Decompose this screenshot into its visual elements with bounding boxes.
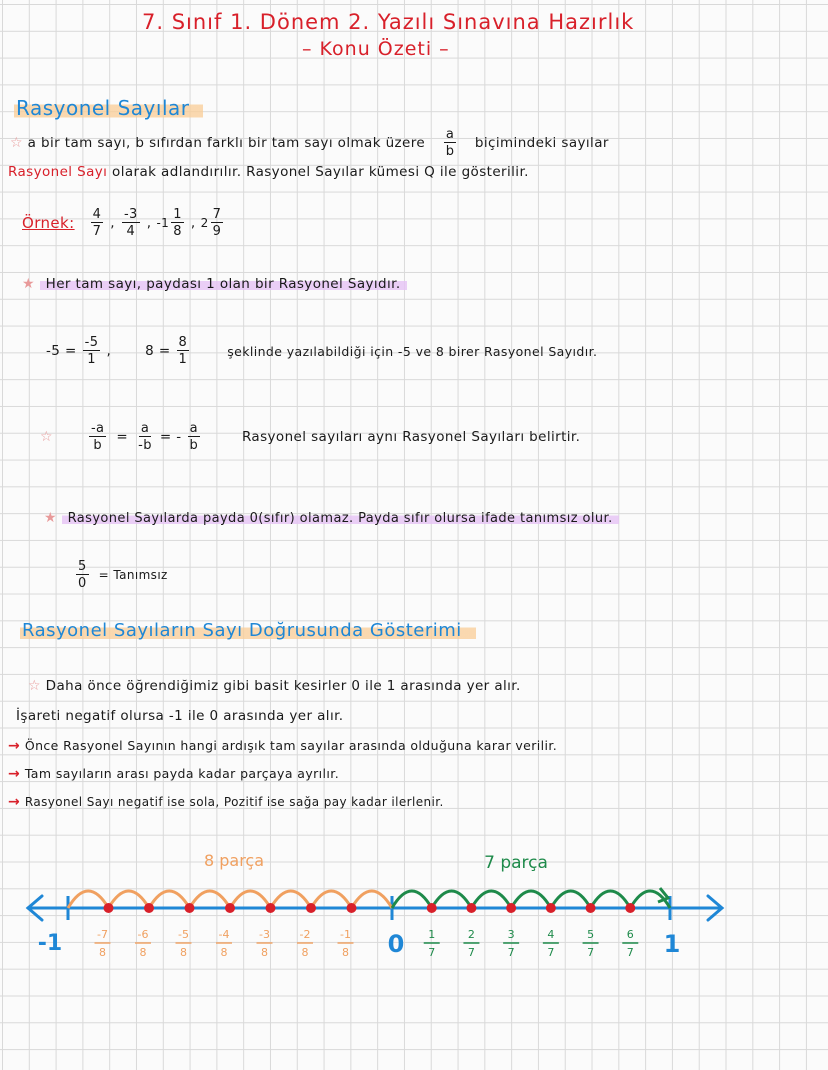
number-line-drawing: [28, 851, 722, 959]
example-fraction: [171, 208, 184, 238]
fraction-denominator: -b: [138, 438, 152, 453]
definition-text-c: olarak adlandırılır. Rasyonel Sayılar kümesi Q ile gösterilir.: [112, 164, 529, 180]
fraction-numerator: -3: [123, 207, 138, 222]
fraction-denominator: 7: [92, 224, 102, 239]
neg-point: [266, 903, 276, 913]
fraction-numerator: 5: [78, 559, 87, 574]
neg-fraction-label-denominator: 8: [220, 946, 228, 959]
note-zero-text: Rasyonel Sayılarda payda 0(sıfır) olamaz. Payda sıfır olursa ifade tanımsız olur.: [62, 511, 619, 526]
comma: ,: [190, 215, 196, 231]
pos-fraction-label-numerator: 2: [467, 928, 475, 941]
neg-segment-arc: [230, 891, 271, 908]
fraction-numerator: 7: [212, 207, 222, 222]
comma: ,: [146, 215, 152, 231]
neg-segment-arc: [109, 891, 150, 908]
neg-point: [225, 903, 235, 913]
arrow-right-icon: →: [8, 766, 21, 782]
undefined-text: = Tanımsız: [98, 568, 168, 582]
section-heading-number-line: Rasyonel Sayıların Sayı Doğrusunda Gösterimi: [20, 620, 476, 641]
neg-segment-arc: [149, 891, 190, 908]
bullet-text: Rasyonel Sayı negatif ise sola, Pozitif ise sağa pay kadar ilerlenir.: [24, 795, 444, 809]
neg-segment-arc: [311, 891, 352, 908]
equals-minus: = -: [159, 429, 182, 445]
star-icon: ☆: [40, 429, 53, 445]
pos-point: [466, 903, 476, 913]
neg-fraction-label-denominator: 8: [180, 946, 187, 959]
pos-fraction-label-denominator: 7: [507, 946, 515, 959]
example-row: [22, 208, 225, 238]
neg-fraction-label-numerator: -7: [97, 928, 108, 941]
neg-fraction-label-numerator: -1: [340, 928, 351, 941]
eq-explanation: şeklinde yazılabildiği için -5 ve 8 birer Rasyonel Sayıdır.: [227, 343, 598, 359]
pos-point: [586, 903, 596, 913]
section2-line-2: İşareti negatif olursa -1 ile 0 arasında yer alır.: [16, 708, 344, 724]
neg-point: [185, 903, 195, 913]
fraction-denominator: b: [93, 438, 103, 453]
neg-segment-arc: [68, 891, 109, 908]
integer-equations: [46, 336, 597, 366]
neg-segment-arc: [352, 891, 393, 908]
fraction-numerator: 8: [178, 335, 188, 350]
neg-fraction-label-numerator: -6: [137, 928, 149, 941]
bullet-3: [8, 794, 444, 810]
equals-sign: =: [116, 429, 129, 445]
example-fraction: [211, 208, 224, 238]
note-zero-denominator: [44, 510, 619, 526]
fraction-denominator: 0: [78, 576, 87, 591]
pos-point: [506, 903, 516, 913]
pos-fraction-label-denominator: 7: [428, 946, 436, 959]
fraction-denominator: 1: [178, 352, 188, 367]
pos-segment-arc: [432, 891, 472, 908]
eq1-fraction: [83, 336, 101, 366]
eq1-left: -5 =: [46, 343, 77, 359]
neg-fraction-label-numerator: -5: [178, 928, 189, 941]
fraction-numerator: a: [140, 421, 150, 436]
pos-fraction-label-denominator: 7: [587, 946, 595, 959]
pos-segment-arc: [551, 891, 591, 908]
comma: ,: [106, 343, 112, 359]
fraction-denominator: 1: [87, 352, 96, 367]
example-whole: 2: [200, 216, 209, 230]
example-whole: -1: [156, 216, 170, 230]
fraction-denominator: b: [189, 438, 199, 453]
pos-segment-arc: [591, 891, 631, 908]
fraction-denominator: b: [445, 144, 455, 159]
pos-fraction-label-denominator: 7: [626, 946, 634, 959]
bullet-text: Tam sayıların arası payda kadar parçaya ayrılır.: [24, 766, 340, 781]
pos-segment-arc: [511, 891, 551, 908]
section2-line-1-text: Daha önce öğrendiğimiz gibi basit kesirler 0 ile 1 arasında yer alır.: [45, 678, 521, 694]
fraction-numerator: a: [189, 421, 198, 436]
definition-fraction: [444, 128, 456, 158]
neg-point: [104, 903, 114, 913]
fraction-denominator: 8: [173, 224, 182, 239]
pos-fraction-label-numerator: 6: [626, 928, 634, 941]
pos-point: [546, 903, 556, 913]
arrow-right-icon: →: [8, 794, 21, 810]
pos-fraction-label-denominator: 7: [467, 946, 475, 959]
arrow-right-icon: →: [8, 738, 21, 754]
star-icon: ★: [22, 276, 35, 292]
fraction-numerator: -5: [84, 335, 99, 350]
neg-point: [144, 903, 154, 913]
page-subtitle: – Konu Özeti –: [302, 38, 450, 60]
neg-fraction-label-denominator: 8: [261, 946, 268, 959]
negative-rule: [40, 422, 580, 452]
neg-fraction-label-numerator: -2: [299, 928, 311, 941]
pos-point: [427, 903, 437, 913]
note-integers: [22, 276, 407, 292]
pos-segment-arc: [392, 891, 432, 908]
example-label: Örnek:: [22, 214, 75, 232]
pos-point: [625, 903, 635, 913]
bullet-1: [8, 738, 557, 754]
eq2-left: 8 =: [145, 343, 171, 359]
neg-segment-arc: [271, 891, 312, 908]
bullet-text: Önce Rasyonel Sayının hangi ardışık tam sayılar arasında olduğuna karar verilir.: [24, 738, 558, 753]
neg-fraction-1: [89, 422, 106, 452]
star-icon: ★: [44, 510, 57, 526]
fraction-numerator: 4: [92, 207, 102, 222]
neg-fraction-2: [138, 422, 152, 452]
neg-fraction-label-denominator: 8: [139, 946, 147, 959]
pos-fraction-label-numerator: 1: [428, 928, 436, 941]
pos-parts-label: 7 parça: [484, 853, 548, 873]
pos-fraction-label-numerator: 5: [587, 928, 595, 941]
neg-parts-label: 8 parça: [203, 851, 265, 870]
definition-line-2: [8, 164, 529, 180]
int-label-one: 1: [663, 930, 681, 958]
neg-fraction-3: [188, 422, 200, 452]
pos-fraction-label-numerator: 4: [547, 928, 555, 941]
int-label-minus-one: -1: [37, 931, 63, 956]
undefined-example: [74, 560, 168, 590]
neg-segment-arc: [190, 891, 231, 908]
fraction-numerator: 1: [173, 207, 182, 222]
negative-rule-text: Rasyonel sayıları aynı Rasyonel Sayıları belirtir.: [241, 429, 581, 445]
star-icon: ☆: [28, 678, 41, 694]
comma: ,: [110, 215, 115, 231]
neg-fraction-label-numerator: -4: [218, 928, 230, 941]
undefined-fraction: [76, 560, 89, 590]
section2-line-1: [28, 678, 521, 694]
definition-line-1: [10, 128, 609, 158]
star-icon: ☆: [10, 135, 23, 151]
rasyonel-sayi-term: Rasyonel Sayı: [8, 164, 108, 180]
neg-fraction-label-numerator: -3: [259, 928, 270, 941]
pos-fraction-label-numerator: 3: [507, 928, 515, 941]
section-heading-rasyonel-sayilar: Rasyonel Sayılar: [14, 96, 203, 120]
fraction-numerator: a: [445, 127, 455, 142]
fraction-denominator: 9: [212, 224, 222, 239]
neg-fraction-label-denominator: 8: [342, 946, 349, 959]
pos-fraction-label-denominator: 7: [547, 946, 555, 959]
pos-segment-arc: [471, 891, 511, 908]
example-fraction: [122, 208, 140, 238]
int-label-zero: 0: [387, 930, 405, 958]
page-title: 7. Sınıf 1. Dönem 2. Yazılı Sınavına Hazırlık: [142, 10, 635, 34]
neg-point: [306, 903, 316, 913]
definition-text-b: biçimindeki sayılar: [474, 135, 609, 151]
eq2-fraction: [177, 336, 190, 366]
neg-fraction-label-denominator: 8: [99, 946, 106, 959]
fraction-numerator: -a: [90, 421, 105, 436]
fraction-denominator: 4: [126, 224, 136, 239]
number-line-figure: [0, 840, 828, 990]
bullet-2: [8, 766, 339, 782]
example-fraction: [91, 208, 104, 238]
note-integers-text: Her tam sayı, paydası 1 olan bir Rasyonel Sayıdır.: [40, 276, 407, 292]
neg-fraction-label-denominator: 8: [301, 946, 309, 959]
definition-text-a: a bir tam sayı, b sıfırdan farklı bir tam sayı olmak üzere: [27, 135, 426, 151]
neg-point: [347, 903, 357, 913]
